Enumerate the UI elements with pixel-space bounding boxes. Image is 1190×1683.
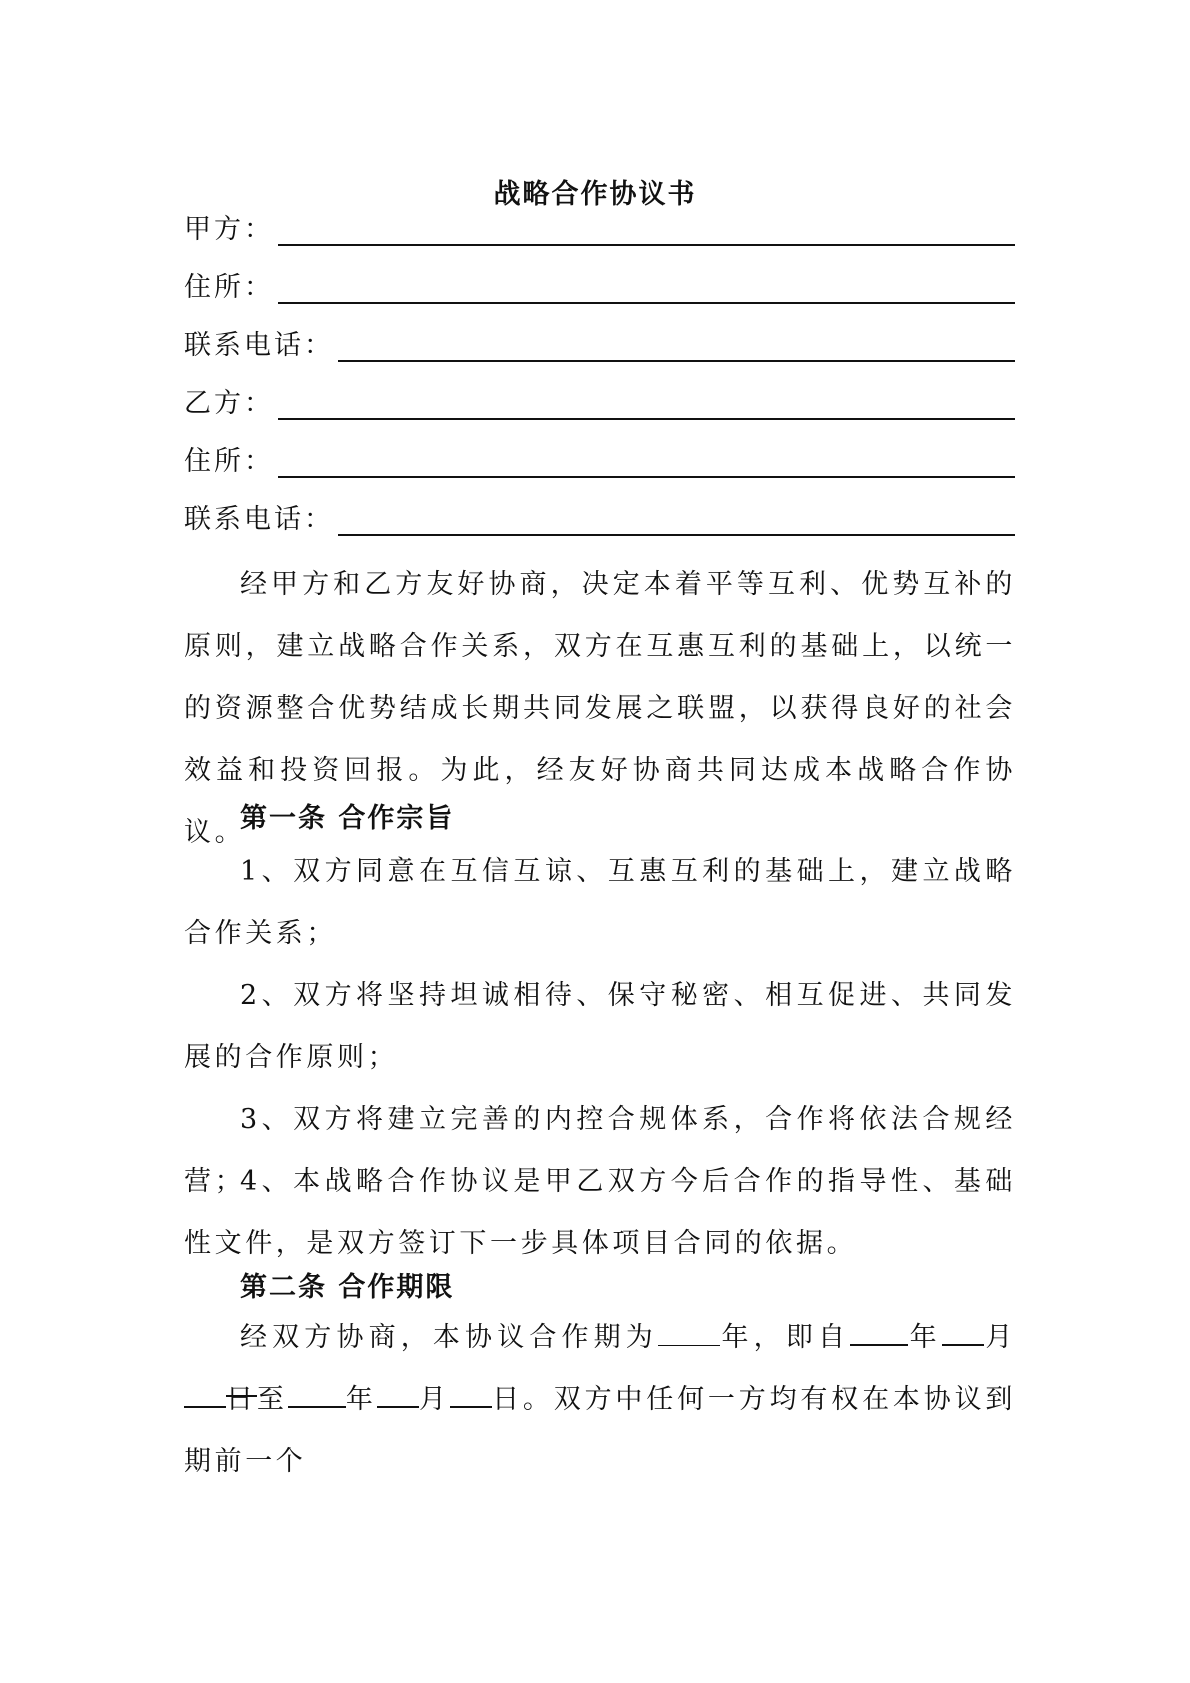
start-day-blank [184,1380,226,1408]
party-a-address-field [184,266,1015,306]
article-2-text: 至 [256,1384,288,1415]
party-a-field [184,208,1015,248]
article-2-heading: 第二条 合作期限 [240,1272,455,1303]
article-2-text: 年，即自 [719,1322,851,1353]
end-year-blank [288,1380,346,1408]
end-month-blank [377,1380,419,1408]
party-b-address-blank-line [278,436,1015,478]
party-b-field [184,382,1015,422]
article-2-text: 年 [908,1322,942,1353]
party-b-address-field [184,440,1015,480]
article-2-text: 年 [345,1384,377,1415]
party-a-phone-blank-line [338,320,1015,362]
party-b-blank-line [278,378,1015,420]
party-a-label: 甲方： [184,214,274,245]
article-2-paragraph [184,1307,1016,1493]
party-b-phone-blank-line [338,494,1015,536]
article-2-text: 月 [983,1322,1016,1353]
end-day-blank [450,1380,492,1408]
article-2-text: 月 [418,1384,450,1415]
party-b-address-label: 住所： [184,446,274,477]
party-b-label: 乙方： [184,388,274,419]
start-month-blank [942,1318,984,1346]
party-b-phone-label: 联系电话： [184,504,334,535]
article-1-item: 2、双方将坚持坦诚相待、保守秘密、相互促进、共同发展的合作原则； [184,980,1016,1073]
article-1-item: 1、双方同意在互信互谅、互惠互利的基础上，建立战略合作关系； [184,856,1016,949]
party-a-phone-field [184,324,1015,364]
article-1-heading: 第一条 合作宗旨 [240,803,455,834]
party-a-address-label: 住所： [184,272,274,303]
party-b-phone-field [184,498,1015,538]
party-a-address-blank-line [278,262,1015,304]
document-title: 战略合作协议书 [493,179,697,210]
article-2-text: 日。双方中任何一方均有权在本协议到期前一个 [184,1384,1017,1477]
article-1-item: 3、双方将建立完善的内控合规体系，合作将依法合规经营； [184,1104,1016,1197]
party-a-phone-label: 联系电话： [184,330,334,361]
term-years-blank [658,1319,720,1346]
article-2-text: 经双方协商，本协议合作期为 [240,1322,658,1353]
article-2-text: 日 [226,1369,257,1397]
preamble-paragraph: 经甲方和乙方友好协商，决定本着平等互利、优势互补的原则，建立战略合作关系，双方在互惠互利的基础上，以统一的资源整合优势结成长期共同发展之联盟，以获得良好的社会效益和投资回报。为此，经友好协商共同达成本战略合作协议。 [184,569,1016,848]
party-a-blank-line [278,204,1015,246]
start-year-blank [850,1318,908,1346]
article-1-item: 4、本战略合作协议是甲乙双方今后合作的指导性、基础性文件，是双方签订下一步具体项目合同的依据。 [184,1166,1016,1259]
